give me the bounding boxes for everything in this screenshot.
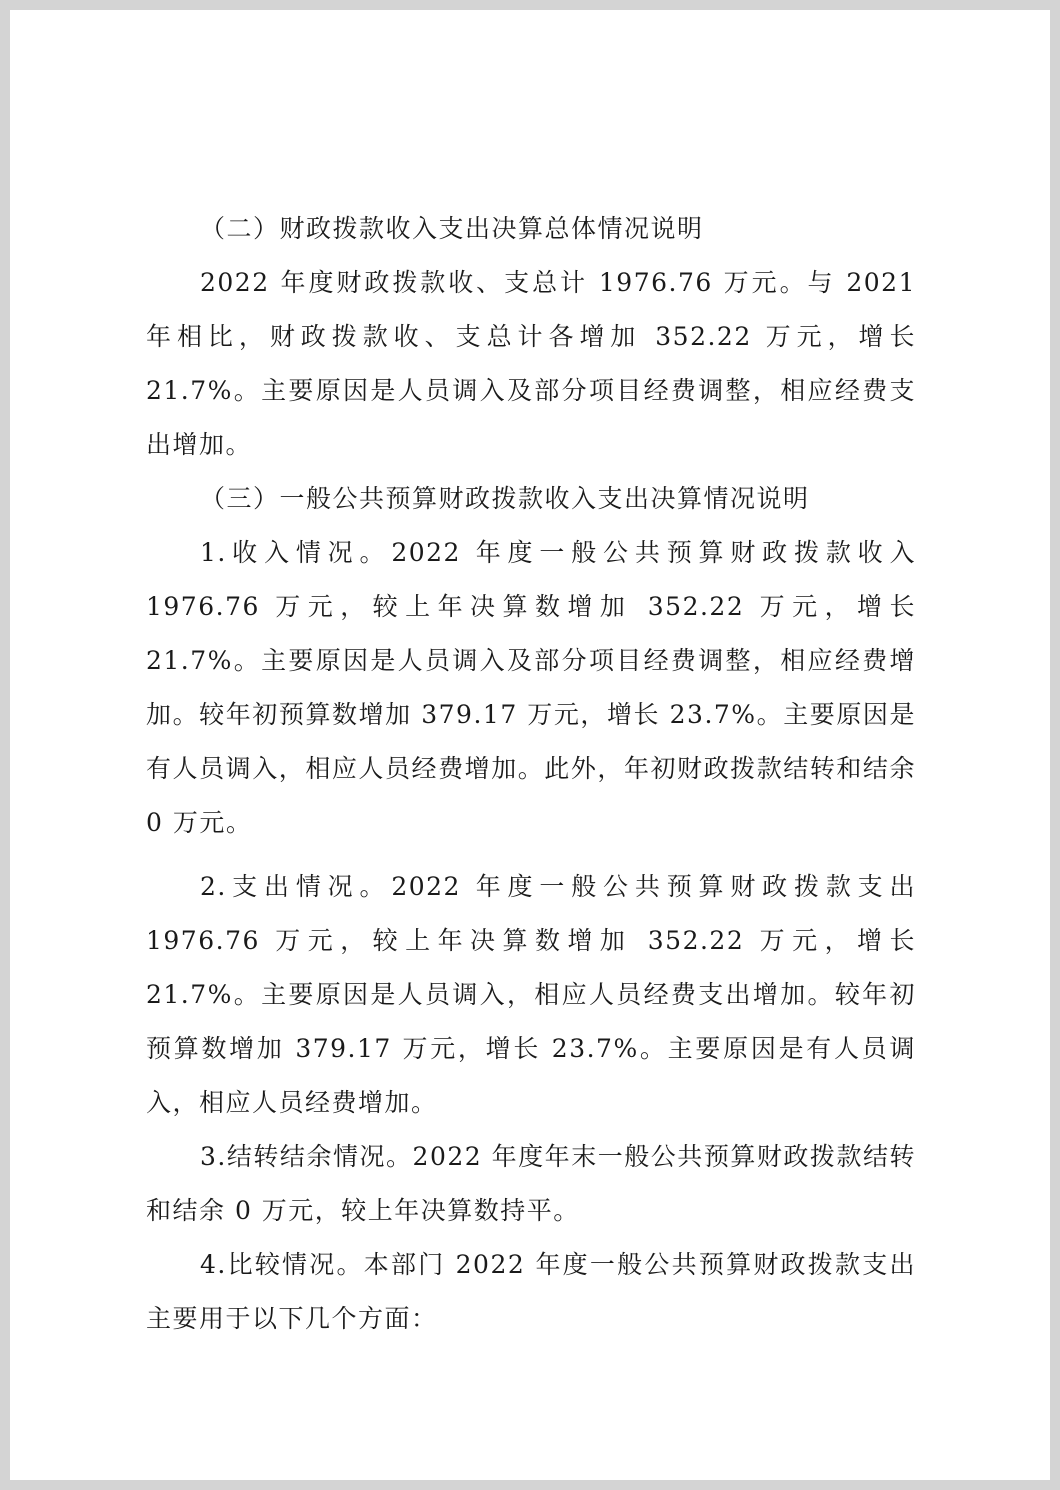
- section-heading-general-budget: （三）一般公共预算财政拨款收入支出决算情况说明: [200, 484, 810, 513]
- paragraph-carryover: 3.结转结余情况。2022 年度年末一般公共预算财政拨款结转和结余 0 万元，较上年决算数持平。: [146, 1142, 916, 1225]
- document-body: [146, 202, 916, 1346]
- paragraph-expenditure: 2.支出情况。2022 年度一般公共预算财政拨款支出 1976.76 万元，较上年决算数增加 352.22 万元，增长 21.7%。主要原因是人员调入，相应人员经费支出增加。较年初预算数增加 379.17 万元，增长 23.7%。主要原因是有人员调入，相应人员经费增加。: [146, 872, 916, 1117]
- document-page: [10, 10, 1050, 1480]
- paragraph-income: 1.收入情况。2022 年度一般公共预算财政拨款收入 1976.76 万元，较上年决算数增加 352.22 万元，增长 21.7%。主要原因是人员调入及部分项目经费调整，相应经费增加。较年初预算数增加 379.17 万元，增长 23.7%。主要原因是有人员调入，相应人员经费增加。此外，年初财政拨款结转和结余 0 万元。: [146, 538, 916, 837]
- paragraph-fiscal-total: 2022 年度财政拨款收、支总计 1976.76 万元。与 2021 年相比，财政拨款收、支总计各增加 352.22 万元，增长 21.7%。主要原因是人员调入及部分项目经费调整，相应经费支出增加。: [146, 268, 916, 459]
- paragraph-comparison: 4.比较情况。本部门 2022 年度一般公共预算财政拨款支出主要用于以下几个方面：: [146, 1250, 916, 1333]
- section-heading-fiscal-overview: （二）财政拨款收入支出决算总体情况说明: [200, 214, 704, 243]
